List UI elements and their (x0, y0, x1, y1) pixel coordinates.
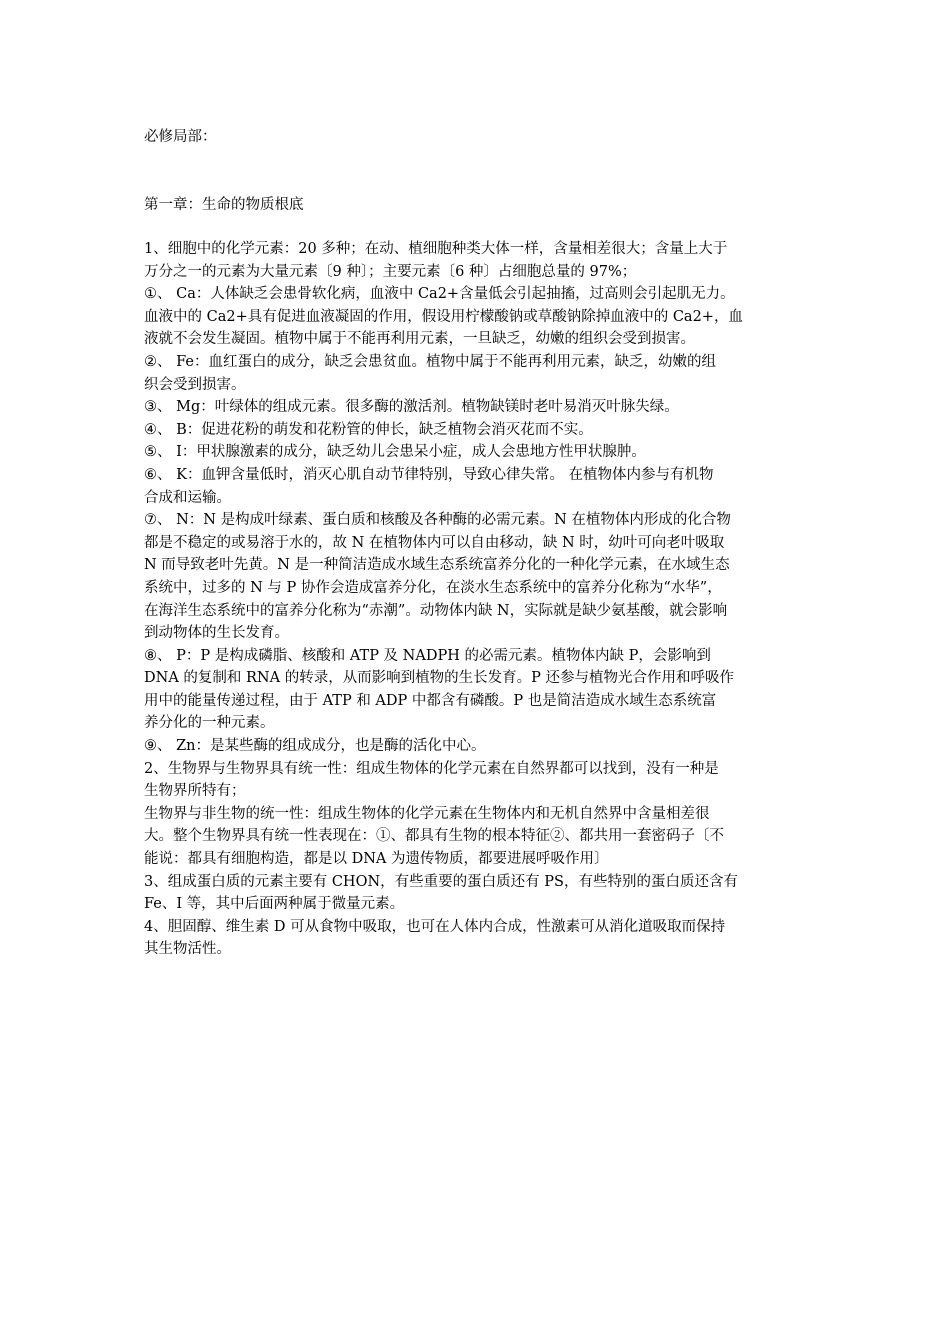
text-line: ③、 Mg：叶绿体的组成元素。很多酶的激活剂。植物缺镁时老叶易消灭叶脉失绿。 (144, 399, 679, 416)
text-line: 万分之一的元素为大量元素〔9 种〕；主要元素〔6 种〕占细胞总量的 97%； (144, 263, 637, 280)
text-line: 血液中的 Ca2+具有促进血液凝固的作用，假设用柠檬酸钠或草酸钠除掉血液中的 Ca2+，血 (144, 308, 743, 325)
text-line: 到动物体的生长发育。 (144, 625, 289, 642)
section-label: 必修局部： (144, 129, 217, 145)
text-line: ⑨、 Zn：是某些酶的组成成分，也是酶的活化中心。 (144, 738, 486, 755)
text-line: ⑦、 N：N 是构成叶绿素、蛋白质和核酸及各种酶的必需元素。N 在植物体内形成的化合物 (144, 512, 731, 529)
text-line: 都是不稳定的或易溶于水的，故 N 在植物体内可以自由移动，缺 N 时，幼叶可向老叶吸取 (144, 534, 725, 551)
text-line: 其生物活性。 (144, 941, 231, 958)
text-line: DNA 的复制和 RNA 的转录，从而影响到植物的生长发育。P 还参与植物光合作用和呼吸作 (144, 670, 735, 687)
text-line: ②、 Fe：血红蛋白的成分，缺乏会患贫血。植物中属于不能再利用元素，缺乏，幼嫩的组 (144, 353, 716, 370)
text-line: 4、胆固醇、维生素 D 可从食物中吸取，也可在人体内合成，性激素可从消化道吸取而保持 (144, 918, 726, 935)
text-line: 用中的能量传递过程，由于 ATP 和 ADP 中都含有磷酸。P 也是简洁造成水域生态系统富 (144, 692, 717, 709)
text-line: ④、 B：促进花粉的萌发和花粉管的伸长，缺乏植物会消灭花而不实。 (144, 421, 593, 438)
text-line: 织会受到损害。 (144, 376, 246, 393)
text-line: Fe、I 等，其中后面两种属于微量元素。 (144, 896, 405, 913)
text-line: 生物界所特有； (144, 783, 246, 800)
text-line: 3、组成蛋白质的元素主要有 CHON，有些重要的蛋白质还有 PS，有些特别的蛋白质还含有 (144, 873, 738, 890)
chapter-title: 第一章：生命的物质根底 (144, 197, 304, 213)
text-line: 养分化的一种元素。 (144, 715, 275, 732)
text-line: 1、细胞中的化学元素：20 多种；在动、植细胞种类大体一样，含量相差很大；含量上大于 (144, 241, 728, 257)
text-line: 2、生物界与生物界具有统一性：组成生物体的化学元素在自然界都可以找到，没有一种是 (144, 760, 719, 777)
text-line: 生物界与非生物的统一性：组成生物体的化学元素在生物体内和无机自然界中含量相差很 (144, 805, 710, 822)
text-line: 能说：都具有细胞构造，都是以 DNA 为遗传物质，都要进展呼吸作用〕 (144, 851, 609, 868)
text-line: 系统中，过多的 N 与 P 协作会造成富养分化，在淡水生态系统中的富养分化称为“水华”， (144, 579, 722, 596)
text-line: ①、 Ca：人体缺乏会患骨软化病，血液中 Ca2+含量低会引起抽搐，过高则会引起肌无力。 (144, 286, 735, 303)
body-text (144, 238, 824, 961)
text-line: 合成和运输。 (144, 489, 231, 506)
text-line: 在海洋生态系统中的富养分化称为“赤潮”。动物体内缺 N，实际就是缺少氨基酸，就会影响 (144, 602, 728, 619)
text-line: ⑥、 K：血钾含量低时，消灭心肌自动节律特别，导致心律失常。 在植物体内参与有机物 (144, 466, 714, 483)
text-line: N 而导致老叶先黄。N 是一种简洁造成水域生态系统富养分化的一种化学元素，在水域生态 (144, 557, 730, 574)
text-line: ⑧、 P：P 是构成磷脂、核酸和 ATP 及 NADPH 的必需元素。植物体内缺 P，会影响到 (144, 647, 711, 664)
text-line: ⑤、 I：甲状腺激素的成分，缺乏幼儿会患呆小症，成人会患地方性甲状腺肿。 (144, 444, 646, 461)
text-line: 液就不会发生凝固。植物中属于不能再利用元素，一旦缺乏，幼嫩的组织会受到损害。 (144, 331, 695, 348)
text-line: 大。整个生物界具有统一性表现在：①、都具有生物的根本特征②、都共用一套密码子〔不 (144, 828, 724, 845)
